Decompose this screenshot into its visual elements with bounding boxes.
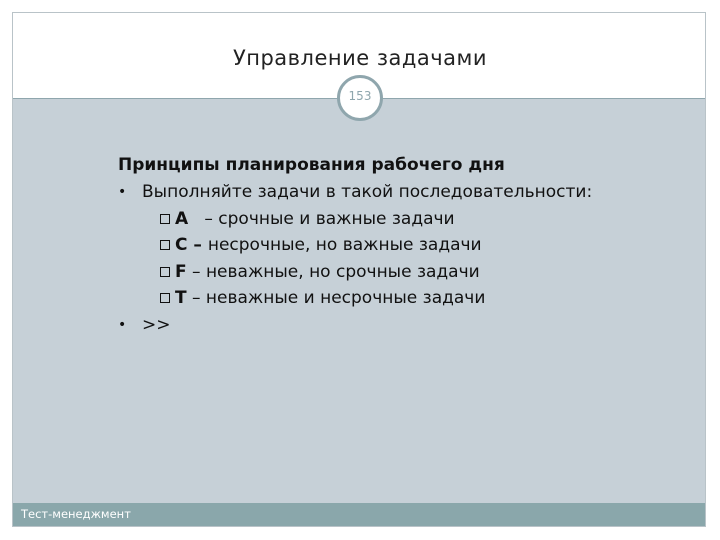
slide-content — [118, 152, 678, 338]
sub-item-text: неважные, но срочные задачи — [205, 261, 480, 282]
checkbox-bullet-icon — [160, 293, 170, 303]
sub-item-text: несрочные, но важные задачи — [207, 235, 482, 255]
bullet-text: Выполняйте задачи в такой последовательности: — [142, 182, 593, 202]
sub-item-letter: A — [175, 208, 189, 229]
sub-item-dash: – — [187, 235, 208, 255]
bullet-dot-icon: • — [118, 316, 127, 333]
checkbox-bullet-icon — [160, 214, 170, 224]
sub-item-text: неважные и несрочные задачи — [205, 288, 486, 308]
bullet-text: >> — [142, 314, 171, 335]
sub-item — [118, 206, 678, 233]
sub-item-dash: – — [188, 208, 219, 229]
sub-item — [118, 232, 678, 259]
bullet-item — [118, 179, 678, 206]
sub-item-dash: – — [186, 261, 206, 282]
bullet-item — [118, 312, 678, 339]
content-heading: Принципы планирования рабочего дня — [118, 155, 505, 175]
slide-title: Управление задачами — [232, 46, 488, 70]
sub-item — [118, 285, 678, 312]
sub-item-letter: F — [175, 261, 187, 282]
sub-item — [118, 259, 678, 286]
page-number: 153 — [348, 89, 372, 103]
sub-item-dash: – — [186, 288, 206, 308]
checkbox-bullet-icon — [160, 267, 170, 277]
bullet-dot-icon: • — [118, 184, 127, 200]
footer-text: Тест-менеджмент — [21, 507, 131, 521]
sub-item-letter: T — [175, 288, 187, 308]
sub-item-text: срочные и важные задачи — [218, 208, 455, 229]
sub-item-letter: C — [175, 235, 188, 255]
checkbox-bullet-icon — [160, 240, 170, 250]
